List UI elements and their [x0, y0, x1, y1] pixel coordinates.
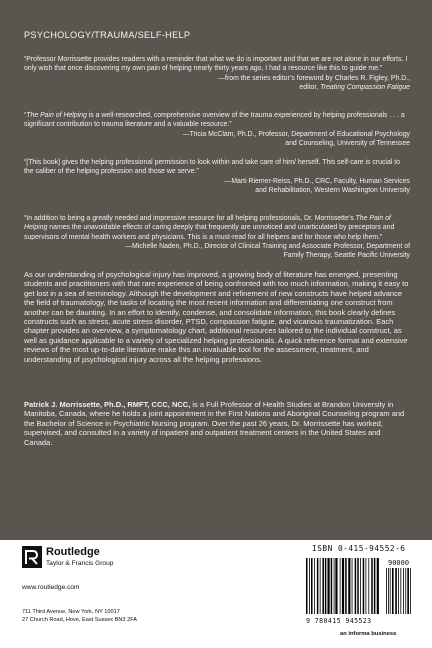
barcode-bar — [317, 558, 319, 614]
addon-bar — [407, 568, 409, 614]
open-quote: “ — [24, 112, 27, 119]
barcode-bar — [352, 558, 353, 614]
barcode-bar — [311, 558, 313, 614]
barcode-bar — [377, 558, 379, 614]
addon-bar — [388, 568, 389, 614]
barcode-bar — [374, 558, 376, 614]
quote-attribution-line2: and Counseling, University of Tennessee — [285, 139, 410, 147]
quote-attribution: —Marti Riemer-Reiss, Ph.D., CRC, Faculty, Human Services — [224, 177, 410, 185]
addon-bar — [395, 568, 397, 614]
isbn-label: ISBN 0-415-94552-6 — [312, 544, 406, 553]
barcode-bar — [360, 558, 361, 614]
quote-rest: is a well-researched, comprehensive overview of the trauma experienced by helping professionals . . . a significant contribution to trauma literature and a valuable resource.” — [24, 112, 405, 129]
routledge-logo-icon — [22, 546, 42, 568]
endorsement-2 — [24, 111, 410, 148]
barcode-bar — [357, 558, 359, 614]
barcode-bar — [371, 558, 373, 614]
quote-text — [24, 214, 410, 242]
addon-bar — [392, 568, 394, 614]
book-description: As our understanding of psychological injury has improved, a growing body of literature has emerged, presenting students and practitioners with that rare experience of being confronted with too much information, making it easy to get lost in a sea of terminology. Although the development and refinement of new constructs have helped advance the field of traumatology, the tasks of locating the most recent information and differentiating one construct from another can be daunting. In an effort to identify, condense, and consolidate information, this book clearly defines constructs such as stress, acute stress disorder, PTSD, compassion fatigue, and vicarious traumatization. Each chapter provides an overview, a symptomatology chart, additional resources tailored to the individual construct, as well as guidance applicable to a variety of specialized helping professionals. A quick reference format and extensive reviews of the most up-to-date literature make this an invaluable tool for the assessment, treatment, and understanding of psychological injury across all the helping professions. — [24, 270, 409, 364]
author-name: Patrick J. Morrissette, Ph.D., RMFT, CCC, NCC, — [24, 400, 191, 409]
addon-bar — [400, 568, 401, 614]
publisher-footer — [0, 540, 432, 648]
endorsement-4 — [24, 214, 410, 260]
quote-attribution: —from the series editor’s foreword by Charles R. Figley, Ph.D., — [218, 74, 410, 82]
barcode-bar — [327, 558, 329, 614]
publisher-website: www.routledge.com — [22, 584, 80, 591]
addon-bar — [386, 568, 387, 614]
endorsement-3 — [24, 158, 410, 195]
attribution-book-title: Treating Compassion Fatigue — [320, 83, 410, 91]
barcode-number: 9 780415 945523 — [306, 617, 372, 625]
barcode-icon — [304, 554, 414, 616]
quote-text — [24, 111, 410, 130]
barcode-bar — [348, 558, 350, 614]
barcode-bar — [331, 558, 333, 614]
author-bio-text: is a Full Professor of Health Studies at Brandon University in Manitoba, Canada, where he holds a joint appointment in the First Nations and Aboriginal Counseling program and the Bachelor of Science in Psychiatric Nursing program. Over the past 26 years, Dr. Morrissette has worked, supervised, and consulted in a variety of inpatient and outpatient treatment centers in the United States and Canada. — [24, 400, 405, 447]
quote-attribution-line2: Family Therapy, Seattle Pacific University — [283, 252, 410, 260]
barcode-bar — [368, 558, 369, 614]
attribution-prefix: editor, — [299, 83, 321, 91]
barcode-bar — [365, 558, 366, 614]
barcode-bar — [363, 558, 365, 614]
publisher-address-us: 711 Third Avenue, New York, NY 10017 — [22, 609, 120, 615]
publisher-name: Routledge — [46, 546, 100, 558]
quote-book-title: The Pain of Helping — [26, 112, 87, 119]
subject-category: PSYCHOLOGY/TRAUMA/SELF-HELP — [24, 30, 191, 40]
barcode-bar — [345, 558, 347, 614]
barcode-bar — [325, 558, 327, 614]
quote-text: “[This book] gives the helping professional permission to look within and take care of him/ herself. This self-care is crucial to the caliber of the helping profession and those we serve.” — [24, 159, 400, 176]
barcode-bar — [342, 558, 344, 614]
barcode-bar — [335, 558, 337, 614]
quote-attribution-line2 — [24, 83, 410, 92]
barcode-bar — [320, 558, 321, 614]
quote-attribution: —Michelle Naden, Ph.D., Director of Clinical Training and Associate Professor, Department of — [125, 242, 410, 250]
addon-bar — [398, 568, 399, 614]
barcode-bar — [314, 558, 315, 614]
addon-bar — [390, 568, 391, 614]
quote-part-b: names the unavoidable effects of caring deeply that frequently are unnoticed and unarticulated by preceptors and supervisors of mental health workers and physicians. This is a must-read for all helpers and for those who help them.” — [24, 224, 395, 241]
quote-text: “Professor Morrissette provides readers with a reminder that what we do is important and that we are not alone in our efforts. I only wish that once discovering my own pain of helping nearly thirty years ago, I had a resource like this to guide me.” — [24, 56, 408, 73]
price-code: 90000 — [388, 559, 410, 567]
barcode-bar — [340, 558, 341, 614]
endorsement-1 — [24, 55, 410, 92]
publisher-tagline: an informa business — [340, 631, 397, 637]
quote-attribution-line2: and Rehabilitation, Western Washington University — [255, 186, 410, 194]
barcode-bar — [306, 558, 308, 614]
quote-part-a: “In addition to being a greatly needed and impressive resource for all helping professionals, Dr. Morrissette’s — [24, 215, 356, 222]
publisher-address-uk: 27 Church Road, Hove, East Sussex BN3 2FA — [22, 617, 138, 623]
quote-attribution: —Tricia McClam, Ph.D., Professor, Department of Educational Psychology — [182, 130, 410, 138]
barcode-bar — [309, 558, 310, 614]
barcode-bar — [322, 558, 324, 614]
barcode-bar — [355, 558, 357, 614]
addon-bar — [410, 568, 411, 614]
publisher-group: Taylor & Francis Group — [46, 560, 114, 567]
quote-book-title: The Pain of Helping — [24, 215, 391, 232]
author-bio — [24, 400, 410, 447]
barcode-bar — [334, 558, 335, 614]
addon-bar — [405, 568, 406, 614]
addon-bar — [403, 568, 404, 614]
